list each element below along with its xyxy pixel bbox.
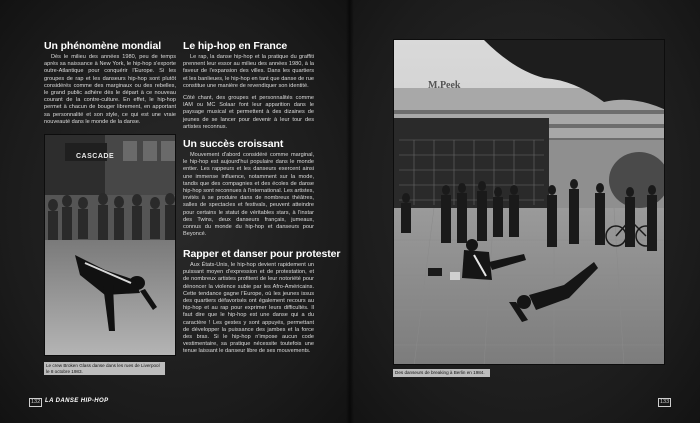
page-number-right: 133 — [660, 399, 670, 405]
photo-liverpool-crew — [44, 134, 176, 356]
heading-succes-croissant: Un succès croissant — [183, 138, 284, 150]
text-hiphop-france: Le rap, la danse hip-hop et la pratique du graffiti prennent leur essor au milieu des années 1980, à la faveur de l'expansion des villes. Dans les quartiers et les banlieues, le hip-hop en tant que danse de rue constitue une manière de revendiquer son identité. — [183, 54, 314, 89]
text-hiphop-france-2: Côté chant, des groupes et personnalités comme IAM ou MC Solaar font leur apparition dans le paysage musical et permettent à des dizaines de jeunes de se lancer pour devenir à leur tour des artistes reconnus. — [183, 95, 314, 130]
heading-phenomene-mondial: Un phénomène mondial — [44, 40, 162, 52]
page-number-left: 132 — [31, 399, 41, 405]
book-gutter — [346, 0, 354, 423]
text-rapper-danser: Aux États-Unis, le hip-hop devient rapidement un puissant moyen d'expression et de protestation, et de nombreux artistes profitent de leur notoriété pour dénoncer la violence subie par les Afro-Américains. Cette tendance gagne l'Europe, où les jeunes issus des quartiers défavorisés ont également recours au hip-hop et au rap pour exprimer leurs difficultés. Il faut dire que le hip-hop est une danse qui a du caractère ! Les gestes y sont appuyés, permettant de développer la puissance des jambes et la force des bras. Si le hip-hop n'impose aucun code vestimentaire, sa pratique nécessite toutefois une tenue laissant le danseur libre de ses mouvements. — [183, 262, 314, 355]
building-sign: M.Peek — [428, 80, 461, 91]
liverpool-scene-illustration — [45, 135, 176, 356]
photo-berlin-breakers — [393, 39, 665, 365]
heading-hiphop-france: Le hip-hop en France — [183, 40, 288, 52]
caption-liverpool: Le crew Broken Glass danse dans les rues de Liverpool le 8 octobre 1983. — [44, 362, 165, 375]
text-phenomene-mondial: Dès le milieu des années 1980, peu de temps après sa naissance à New York, le hip-hop s'exporte outre-Atlantique pour conquérir l'Europe. Si les groupes de rap et les danseurs hip-hop sont plutôt considérés comme des marginaux ou des rebelles, le grand public adhère dès le départ à ce nouveau courant de la contre-culture. En effet, le hip-hop permet à chacun de bouger librement, en apportant sa personnalité et son style, ce qui est une vraie nouveauté dans le monde de la danse. — [44, 54, 176, 125]
running-title: LA DANSE HIP-HOP — [45, 398, 109, 404]
text-succes-croissant: Mouvement d'abord considéré comme marginal, le hip-hop est aujourd'hui populaire dans le monde entier. Les rappeurs et les danseurs exercent ainsi une immense influence, notamment sur la mode, tandis que des compagnies et des écoles de danse hip-hop sont reconnues à l'international. Les artistes, invités à se produire dans de nombreux théâtres, salles de spectacles et festivals, peuvent atteindre pour certains le statut de véritables stars, à l'instar des Twins, deux danseurs français, jumeaux, connus du monde du hip-hop et danseurs pour Beyoncé. — [183, 152, 314, 238]
shop-sign-cascade: CASCADE — [76, 153, 115, 160]
caption-berlin: Des danseurs de breaking à Berlin en 1984. — [393, 369, 490, 377]
heading-rapper-danser: Rapper et danser pour protester — [183, 248, 341, 260]
